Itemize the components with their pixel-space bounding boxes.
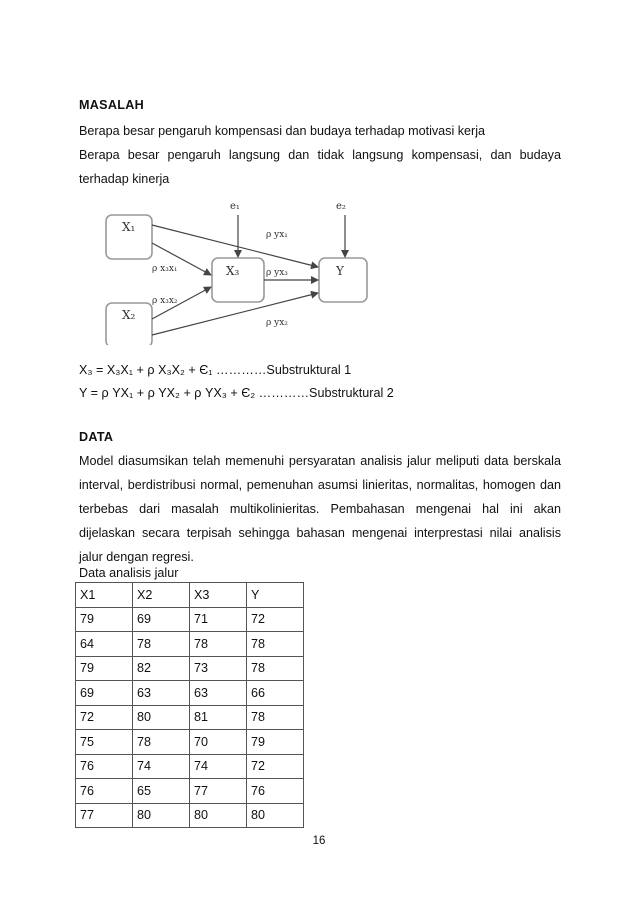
masalah-line-2: Berapa besar pengaruh langsung dan tidak langsung kompensasi, dan budaya — [79, 148, 561, 162]
table-cell: 65 — [133, 779, 190, 804]
table-cell: 71 — [190, 607, 247, 632]
table-cell: 74 — [190, 754, 247, 779]
table-cell: 74 — [133, 754, 190, 779]
table-row — [76, 607, 304, 632]
table-cell: 80 — [190, 803, 247, 828]
table-header-cell: X3 — [190, 583, 247, 608]
table-row — [76, 803, 304, 828]
table-cell: 79 — [247, 730, 304, 755]
table-cell: 72 — [247, 607, 304, 632]
table-cell: 69 — [76, 681, 133, 706]
table-cell: 69 — [133, 607, 190, 632]
masalah-line-1: Berapa besar pengaruh kompensasi dan budaya terhadap motivasi kerja — [79, 124, 486, 138]
table-cell: 78 — [133, 632, 190, 657]
coef-yx2-label: ρ yx₂ — [266, 318, 288, 328]
table-cell: 72 — [76, 705, 133, 730]
table-header-cell: X2 — [133, 583, 190, 608]
data-heading: DATA — [79, 430, 114, 444]
table-cell: 79 — [76, 607, 133, 632]
coef-yx3-label: ρ yx₃ — [266, 268, 288, 278]
table-cell: 81 — [190, 705, 247, 730]
equation-substruktural-2: Y = ρ YX₁ + ρ YX₂ + ρ YX₃ + Є₂ …………Substruktural 2 — [79, 386, 394, 400]
table-cell: 64 — [76, 632, 133, 657]
table-row — [76, 681, 304, 706]
table-cell: 80 — [133, 803, 190, 828]
masalah-heading: MASALAH — [79, 98, 145, 112]
data-paragraph-line-2: interval, berdistribusi normal, pemenuhan asumsi linieritas, normalitas, homogen dan — [79, 478, 561, 492]
e1-label: e₁ — [230, 201, 240, 212]
table-cell: 78 — [247, 705, 304, 730]
table-caption: Data analisis jalur — [79, 566, 179, 580]
table-row — [76, 754, 304, 779]
path-diagram-svg — [100, 195, 375, 345]
data-paragraph-line-3: terbebas dari masalah multikolinieritas. Pembahasan mengenai hal ini akan — [79, 502, 561, 516]
table-cell: 78 — [247, 632, 304, 657]
table-cell: 78 — [247, 656, 304, 681]
table-row — [76, 730, 304, 755]
page-number: 16 — [312, 835, 326, 847]
data-paragraph-line-1: Model diasumsikan telah memenuhi persyaratan analisis jalur meliputi data berskala — [79, 454, 561, 468]
table-cell: 76 — [76, 779, 133, 804]
node-y-label: Y — [336, 264, 344, 278]
table-cell: 73 — [190, 656, 247, 681]
table-header-cell: Y — [247, 583, 304, 608]
node-x3-label: X₃ — [226, 264, 240, 278]
table-cell: 63 — [133, 681, 190, 706]
table-cell: 75 — [76, 730, 133, 755]
table-cell: 77 — [190, 779, 247, 804]
table-cell: 72 — [247, 754, 304, 779]
table-cell: 66 — [247, 681, 304, 706]
node-x1-label: X₁ — [122, 220, 136, 234]
table-row — [76, 705, 304, 730]
table-cell: 76 — [76, 754, 133, 779]
coef-yx1-label: ρ yx₁ — [266, 230, 288, 240]
table-cell: 76 — [247, 779, 304, 804]
data-paragraph-line-5: jalur dengan regresi. — [79, 550, 194, 564]
table-cell: 79 — [76, 656, 133, 681]
table-cell: 82 — [133, 656, 190, 681]
table-header-cell: X1 — [76, 583, 133, 608]
path-diagram — [100, 195, 375, 348]
masalah-line-3: terhadap kinerja — [79, 172, 170, 186]
node-x2-label: X₂ — [122, 308, 136, 322]
table-cell: 78 — [133, 730, 190, 755]
table-cell: 80 — [133, 705, 190, 730]
table-cell: 80 — [247, 803, 304, 828]
data-paragraph-line-4: dijelaskan secara terpisah sehingga bahasan mengenai interprestasi nilai analisis — [79, 526, 561, 540]
table-cell: 78 — [190, 632, 247, 657]
table-cell: 70 — [190, 730, 247, 755]
table-row — [76, 779, 304, 804]
e2-label: e₂ — [336, 201, 346, 212]
table-cell: 77 — [76, 803, 133, 828]
coef-x3x2-label: ρ x₃x₂ — [152, 296, 178, 306]
table-row — [76, 656, 304, 681]
coef-x3x1-label: ρ x₃x₁ — [152, 264, 178, 274]
table-header-row — [76, 583, 304, 608]
data-table — [75, 582, 304, 828]
table-cell: 63 — [190, 681, 247, 706]
equation-substruktural-1: X₃ = X₃X₁ + ρ X₃X₂ + Є₁ …………Substruktural 1 — [79, 363, 352, 377]
table-row — [76, 632, 304, 657]
